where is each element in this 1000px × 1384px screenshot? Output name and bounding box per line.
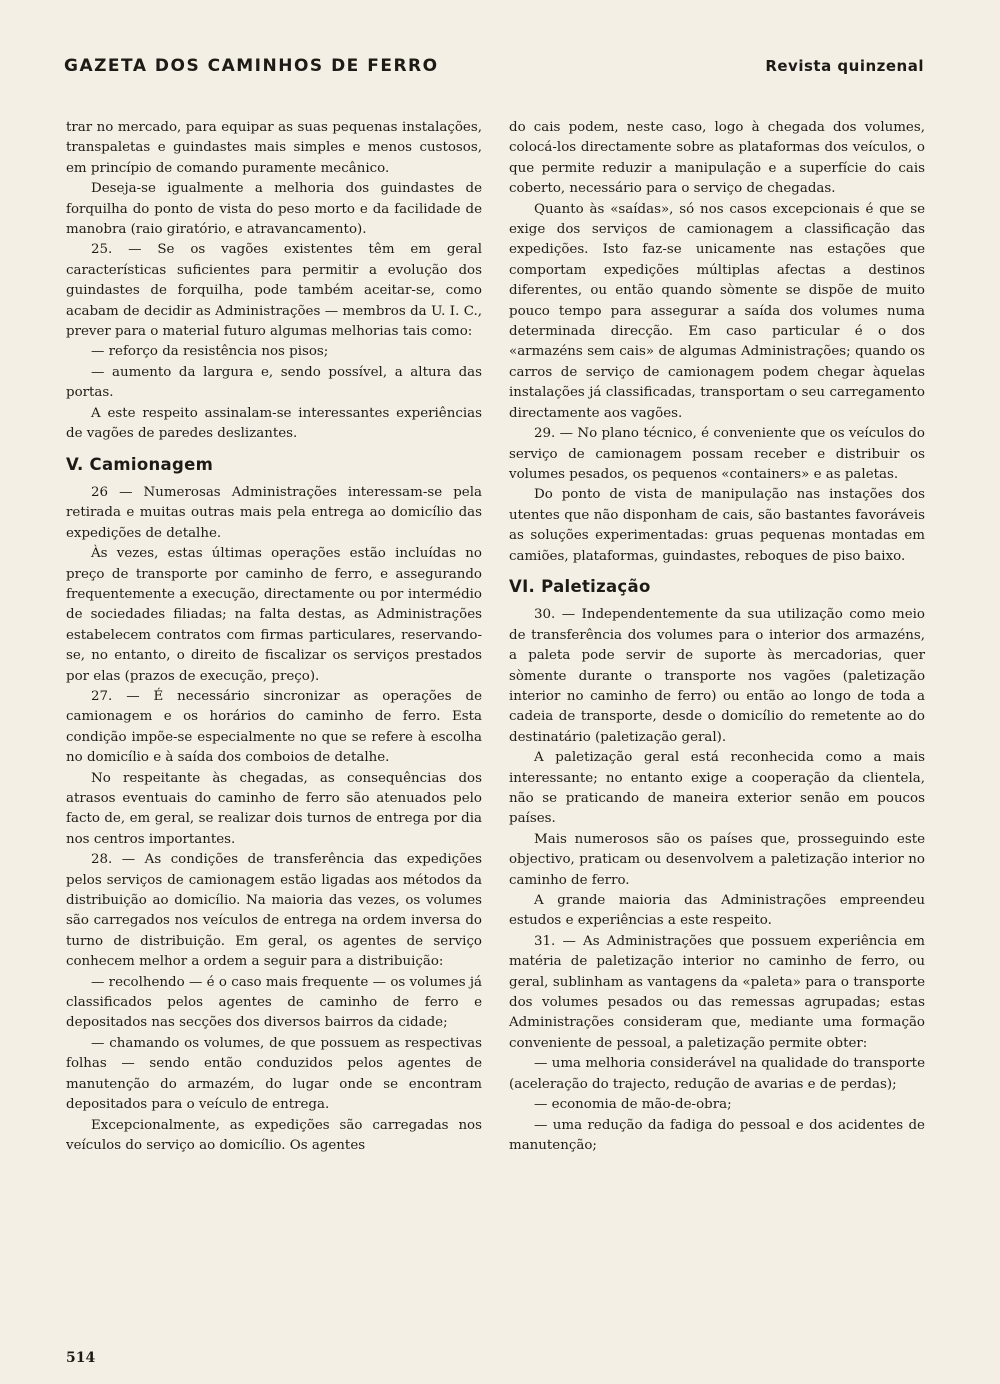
paragraph: — recolhendo — é o caso mais frequente — os volumes já classificados pelos agentes de caminho de ferro e depositados nas secções dos diversos bairros da cidade; xyxy=(66,974,482,1031)
paragraph: Às vezes, estas últimas operações estão incluídas no preço de transporte por caminho de ferro, e assegurando frequentemente a execução, directamente ou por intermédio de sociedades filiadas; na falta destas, as Administrações estabelecem contratos com firmas particulares, reservando-se, no entanto, o direito de fiscalizar os serviços prestados por elas (prazos de execução, preço). xyxy=(66,546,482,684)
paragraph: — uma melhoria considerável na qualidade do transporte (aceleração do trajecto, redução de avarias e de perdas); xyxy=(509,1056,925,1092)
paragraph: 31. — As Administrações que possuem experiência em matéria de paletização interior no caminho de ferro, ou geral, sublinham as vantagens da «paleta» para o transporte dos volumes pesados ou das remessas agrupadas; estas Administrações consideram que, mediante uma formação conveniente de pessoal, a paletização permite obter: xyxy=(509,933,925,1051)
page-number: 514 xyxy=(66,1350,96,1366)
publication-title: GAZETA DOS CAMINHOS DE FERRO xyxy=(64,56,439,76)
paragraph: trar no mercado, para equipar as suas pequenas instalações, transpaletas e guindastes mais simples e menos custosos, em princípio de comando puramente mecânico. xyxy=(66,120,482,176)
paragraph: — economia de mão-de-obra; xyxy=(534,1097,732,1113)
paragraph: Quanto às «saídas», só nos casos excepcionais é que se exige dos serviços de camionagem a classificação das expedições. Isto faz-se unicamente nas estações que comportam expedições múltiplas afectas a destinos diferentes, ou então quando sòmente se dispõe de muito pouco tempo para assegurar a saída dos volumes numa determinada direcção. Em caso particular é o dos «armazéns sem cais» de algumas Administrações; quando os carros de serviço de camionagem podem chegar àquelas instalações já classificadas, transportam o seu carregamento directamente aos vagões. xyxy=(509,201,925,421)
publication-subtitle: Revista quinzenal xyxy=(765,57,924,75)
paragraph: 29. — No plano técnico, é conveniente que os veículos do serviço de camionagem possam receber e distribuir os volumes pesados, os pequenos «containers» e as paletas. xyxy=(509,426,925,482)
paragraph: Deseja-se igualmente a melhoria dos guindastes de forquilha do ponto de vista do peso morto e da facilidade de manobra (raio giratório, e atravancamento). xyxy=(66,181,482,238)
paragraph: 26 — Numerosas Administrações interessam-se pela retirada e muitas outras mais pela entrega ao domicílio das expedições de detalhe. xyxy=(66,484,482,541)
paragraph: Mais numerosos são os países que, prosseguindo este objectivo, praticam ou desenvolvem a paletização interior no caminho de ferro. xyxy=(509,831,925,888)
paragraph: 30. — Independentemente da sua utilização como meio de transferência dos volumes para o interior dos armazéns, a paleta pode servir de suporte às mercadorias, quer sòmente durante o transporte nos vagões (paletização interior no caminho de ferro) ou então ao longo de toda a cadeia de transporte, desde o domicílio do remetente ao do destinatário (paletização geral). xyxy=(509,607,925,745)
paragraph: 27. — É necessário sincronizar as operações de camionagem e os horários do caminho de ferro. Esta condição impõe-se especialmente no que se refere à escolha no domicílio e à saída dos comboios de detalhe. xyxy=(66,688,482,766)
paragraph: 28. — As condições de transferência das expedições pelos serviços de camionagem estão ligadas aos métodos da distribuição ao domicílio. Na maioria das vezes, os volumes são carregados nos veículos de entrega na ordem inversa do turno de distribuição. Em geral, os agentes de serviço conhecem melhor a ordem a seguir para a distribuição: xyxy=(66,852,482,970)
paragraph: 25. — Se os vagões existentes têm em geral características suficientes para permitir a evolução dos guindastes de forquilha, pode também aceitar-se, como acabam de decidir as Administrações — membros da U. I. C., prever para o material futuro algumas melhorias tais como: xyxy=(66,242,482,340)
section-heading: V. Camionagem xyxy=(66,454,214,474)
paragraph: — chamando os volumes, de que possuem as respectivas folhas — sendo então conduzidos pelos agentes de manutenção do armazém, do lugar onde se encontram depositados para o veículo de entrega. xyxy=(66,1035,482,1113)
paragraph: do cais podem, neste caso, logo à chegada dos volumes, colocá-los directamente sobre as plataformas dos veículos, o que permite reduzir a manipulação e a superfície do cais coberto, necessário para o serviço de chegadas. xyxy=(509,120,925,197)
paragraph: A este respeito assinalam-se interessantes experiências de vagões de paredes deslizantes. xyxy=(66,405,482,442)
section-heading: VI. Paletização xyxy=(509,576,651,596)
paragraph: A grande maioria das Administrações empreendeu estudos e experiências a este respeito. xyxy=(509,893,925,929)
paragraph: — reforço da resistência nos pisos; xyxy=(91,344,329,360)
left-text-column xyxy=(66,118,482,1156)
right-text-column xyxy=(509,118,925,1156)
paragraph: A paletização geral está reconhecida como a mais interessante; no entanto exige a cooperação da clientela, não se praticando de maneira exterior senão em poucos países. xyxy=(509,750,925,827)
paragraph: — uma redução da fadiga do pessoal e dos acidentes de manutenção; xyxy=(509,1117,925,1153)
paragraph: Do ponto de vista de manipulação nas instações dos utentes que não disponham de cais, são bastantes favoráveis as soluções experimentadas: gruas pequenas montadas em camiões, plataformas, guindastes, reboques de piso baixo. xyxy=(509,487,925,564)
paragraph: Excepcionalmente, as expedições são carregadas nos veículos do serviço ao domicílio. Os agentes xyxy=(66,1117,482,1153)
page-header xyxy=(64,56,924,84)
paragraph: No respeitante às chegadas, as consequências dos atrasos eventuais do caminho de ferro são atenuados pelo facto de, em geral, se realizar dois turnos de entrega por dia nos centros importantes. xyxy=(66,770,482,847)
paragraph: — aumento da largura e, sendo possível, a altura das portas. xyxy=(66,364,482,401)
